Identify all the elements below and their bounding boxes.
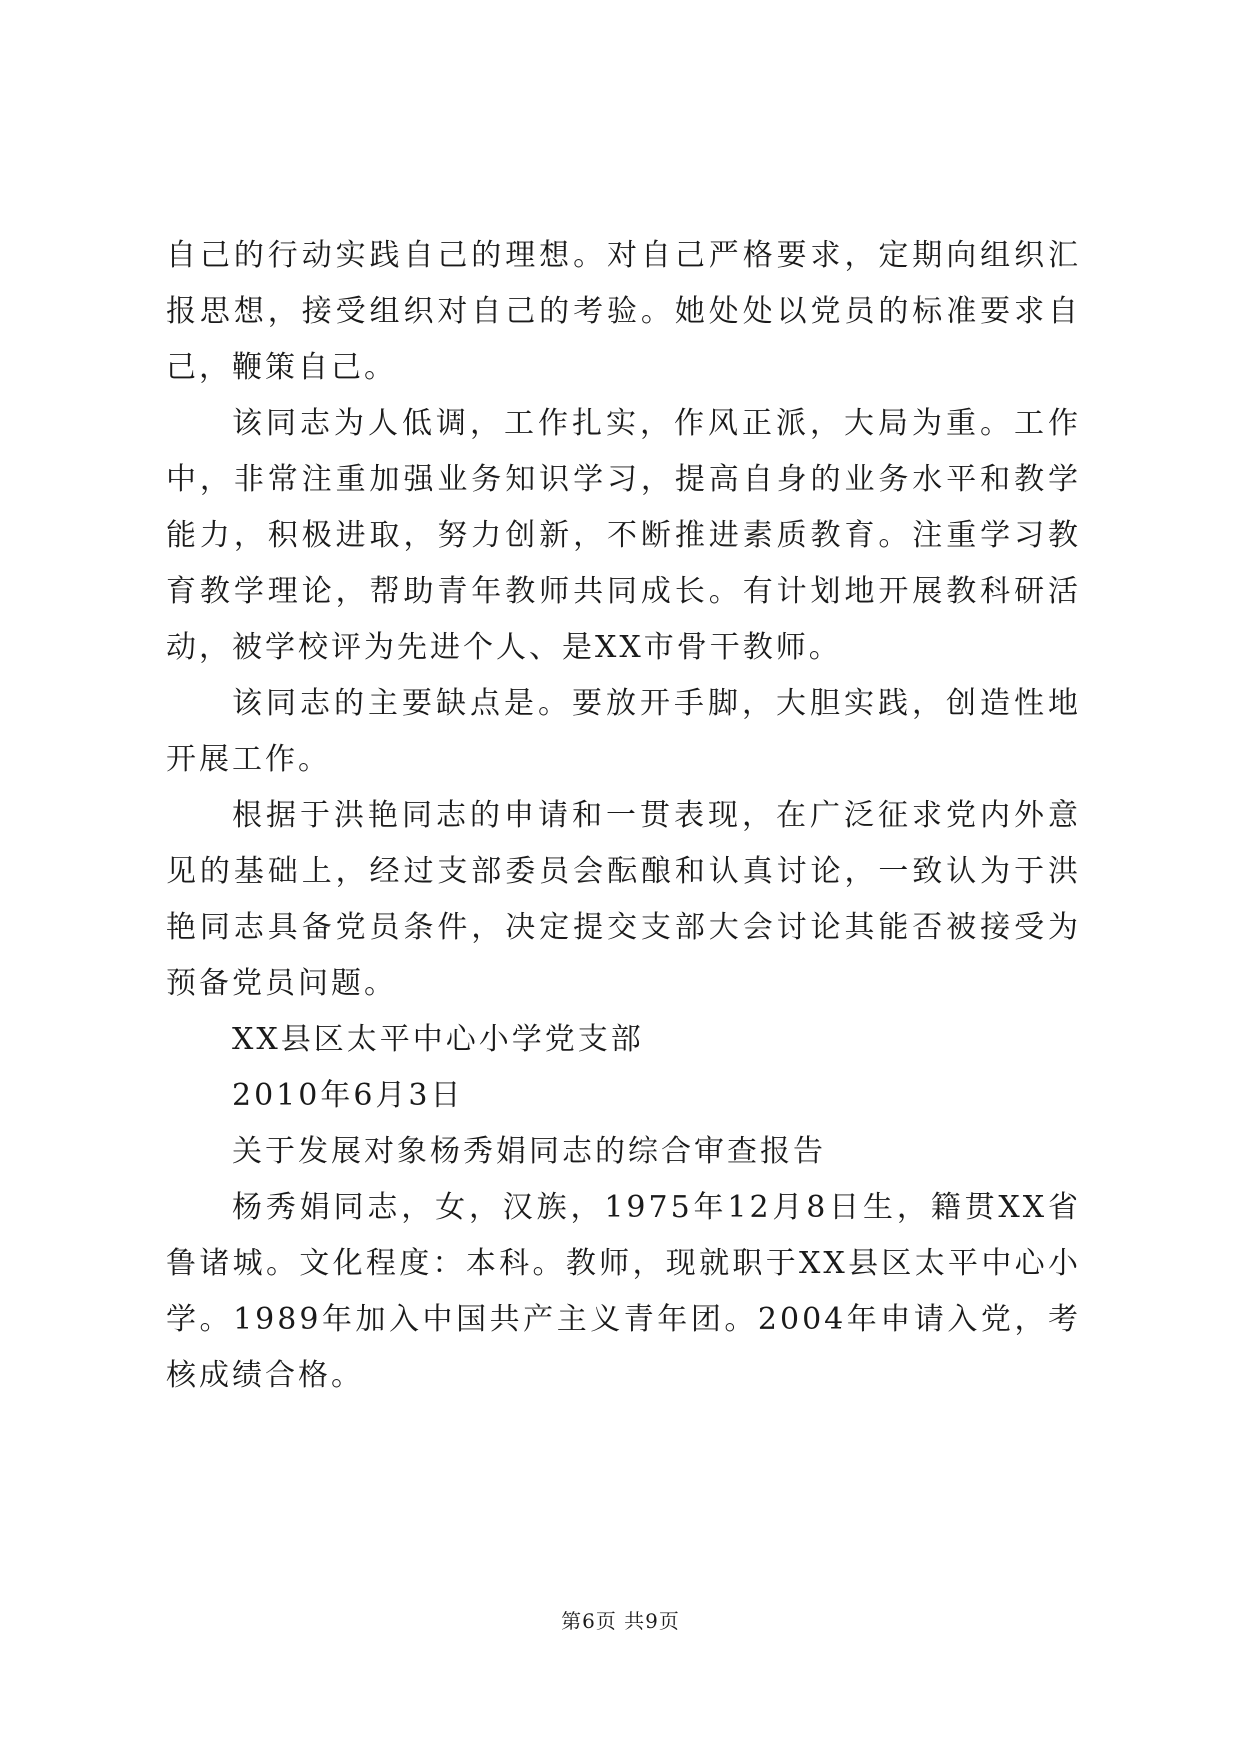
page-footer <box>0 1605 1241 1634</box>
paragraph-continuation: 自己的行动实践自己的理想。对自己严格要求，定期向组织汇报思想，接受组织对自己的考验。她处处以党员的标准要求自己，鞭策自己。 <box>166 238 1081 385</box>
page-number: 第6页 共9页 <box>561 1609 680 1633</box>
paragraph-conclusion: 根据于洪艳同志的申请和一贯表现，在广泛征求党内外意见的基础上，经过支部委员会酝酿和认真讨论，一致认为于洪艳同志具备党员条件，决定提交支部大会讨论其能否被接受为预备党员问题。 <box>166 798 1081 1001</box>
paragraph-shortcomings: 该同志的主要缺点是。要放开手脚，大胆实践，创造性地开展工作。 <box>166 686 1081 777</box>
section-title: 关于发展对象杨秀娟同志的综合审查报告 <box>232 1134 826 1169</box>
paragraph-profile: 杨秀娟同志，女，汉族，1975年12月8日生，籍贯XX省鲁诸城。文化程度：本科。教师，现就职于XX县区太平中心小学。1989年加入中国共产主义青年团。2004年申请入党，考核成绩合格。 <box>166 1190 1081 1393</box>
document-body <box>166 228 1081 1404</box>
signature-date: 2010年6月3日 <box>232 1078 464 1113</box>
signature-organization: XX县区太平中心小学党支部 <box>232 1022 644 1057</box>
paragraph-evaluation: 该同志为人低调，工作扎实，作风正派，大局为重。工作中，非常注重加强业务知识学习，提高自身的业务水平和教学能力，积极进取，努力创新，不断推进素质教育。注重学习教育教学理论，帮助青年教师共同成长。有计划地开展教科研活动，被学校评为先进个人、是XX市骨干教师。 <box>166 406 1081 665</box>
